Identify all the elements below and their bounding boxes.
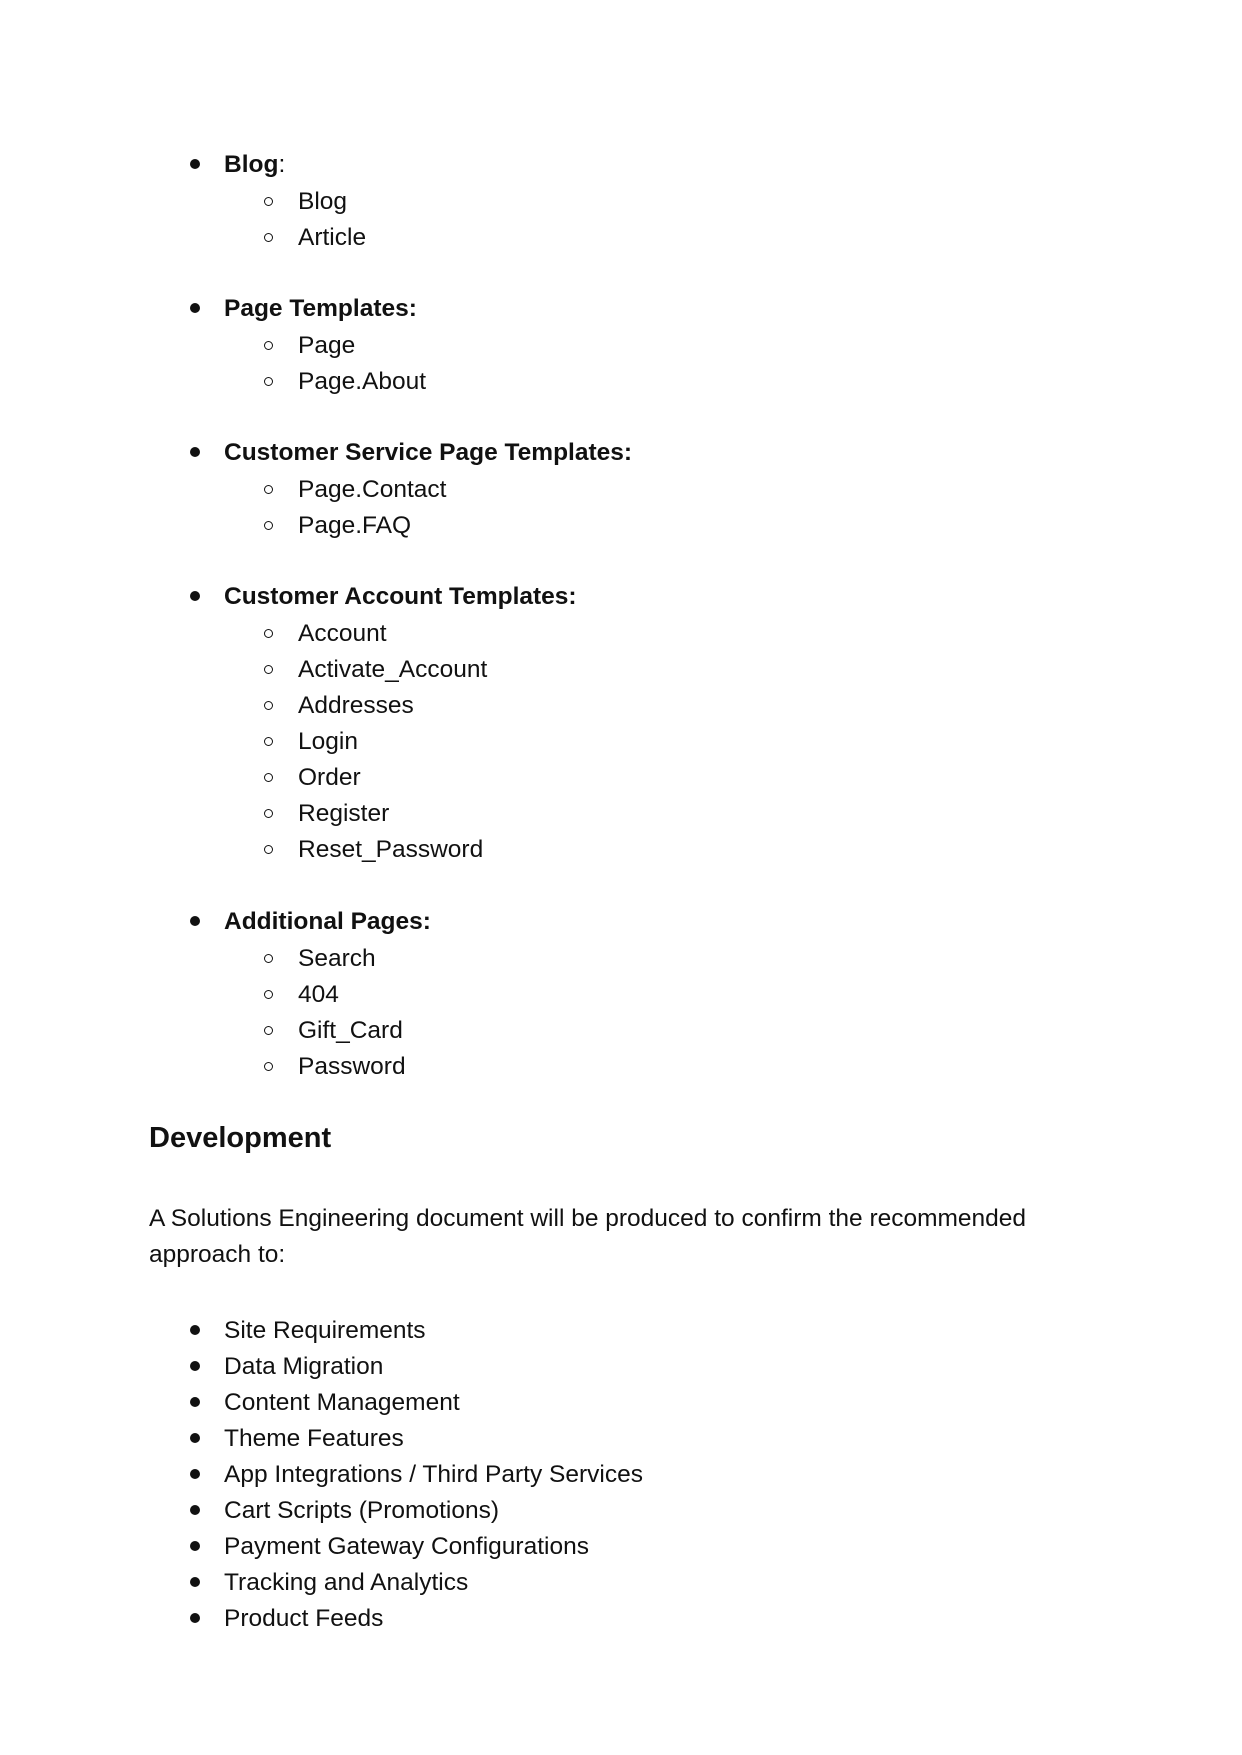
list-item: Register bbox=[298, 800, 390, 827]
list-item: Activate_Account bbox=[298, 656, 488, 683]
bullet-circle-icon bbox=[264, 233, 273, 242]
group-label-suffix: : bbox=[278, 151, 286, 178]
bullet-circle-icon bbox=[264, 1026, 273, 1035]
list-item: Page.About bbox=[298, 368, 427, 395]
bullet-dot-icon bbox=[190, 1577, 200, 1587]
list-item: Reset_Password bbox=[298, 836, 484, 863]
bullet-dot-icon bbox=[190, 1469, 200, 1479]
group-heading-customer-service: Customer Service Page Templates: bbox=[224, 439, 633, 466]
bullet-dot-icon bbox=[190, 1325, 200, 1335]
bullet-circle-icon bbox=[264, 990, 273, 999]
list-item: Payment Gateway Configurations bbox=[224, 1533, 589, 1560]
list-item: Account bbox=[298, 620, 387, 647]
bullet-circle-icon bbox=[264, 377, 273, 386]
bullet-dot-icon bbox=[190, 1505, 200, 1515]
development-paragraph: A Solutions Engineering document will be produced to confirm the recommended approach to: bbox=[149, 1205, 1027, 1268]
list-item: Page.FAQ bbox=[298, 512, 412, 539]
bullet-circle-icon bbox=[264, 341, 273, 350]
list-item: Blog bbox=[298, 188, 348, 215]
bullet-circle-icon bbox=[264, 845, 273, 854]
list-item: App Integrations / Third Party Services bbox=[224, 1461, 643, 1488]
bullet-dot-icon bbox=[190, 1613, 200, 1623]
bullet-circle-icon bbox=[264, 629, 273, 638]
bullet-circle-icon bbox=[264, 809, 273, 818]
bullet-circle-icon bbox=[264, 485, 273, 494]
group-heading-additional-pages: Additional Pages: bbox=[224, 908, 431, 935]
section-heading-development: Development bbox=[149, 1122, 332, 1154]
bullet-circle-icon bbox=[264, 197, 273, 206]
bullet-dot-icon bbox=[190, 1541, 200, 1551]
bullet-dot-icon bbox=[190, 916, 200, 926]
bullet-dot-icon bbox=[190, 591, 200, 601]
bullet-circle-icon bbox=[264, 521, 273, 530]
bullet-circle-icon bbox=[264, 773, 273, 782]
list-item: Cart Scripts (Promotions) bbox=[224, 1497, 500, 1524]
bullet-dot-icon bbox=[190, 1361, 200, 1371]
list-item: 404 bbox=[298, 981, 339, 1008]
group-label: Blog bbox=[224, 151, 279, 178]
group-heading-page-templates: Page Templates: bbox=[224, 295, 417, 322]
list-item: Order bbox=[298, 764, 361, 791]
list-item: Page bbox=[298, 332, 356, 359]
group-heading-customer-account: Customer Account Templates: bbox=[224, 583, 577, 610]
list-item: Gift_Card bbox=[298, 1017, 403, 1044]
bullet-circle-icon bbox=[264, 701, 273, 710]
bullet-circle-icon bbox=[264, 737, 273, 746]
bullet-dot-icon bbox=[190, 159, 200, 169]
list-item: Addresses bbox=[298, 692, 414, 719]
list-item: Password bbox=[298, 1053, 406, 1080]
list-item: Search bbox=[298, 945, 376, 972]
group-heading-blog bbox=[224, 150, 285, 180]
list-item: Data Migration bbox=[224, 1353, 384, 1380]
list-item: Article bbox=[298, 224, 367, 251]
bullet-circle-icon bbox=[264, 1062, 273, 1071]
bullet-dot-icon bbox=[190, 447, 200, 457]
bullet-circle-icon bbox=[264, 665, 273, 674]
list-item: Content Management bbox=[224, 1389, 460, 1416]
list-item: Tracking and Analytics bbox=[224, 1569, 469, 1596]
bullet-circle-icon bbox=[264, 954, 273, 963]
list-item: Login bbox=[298, 728, 358, 755]
list-item: Site Requirements bbox=[224, 1317, 426, 1344]
list-item: Product Feeds bbox=[224, 1605, 384, 1632]
list-item: Theme Features bbox=[224, 1425, 404, 1452]
bullet-dot-icon bbox=[190, 1397, 200, 1407]
list-item: Page.Contact bbox=[298, 476, 447, 503]
bullet-dot-icon bbox=[190, 1433, 200, 1443]
bullet-dot-icon bbox=[190, 303, 200, 313]
